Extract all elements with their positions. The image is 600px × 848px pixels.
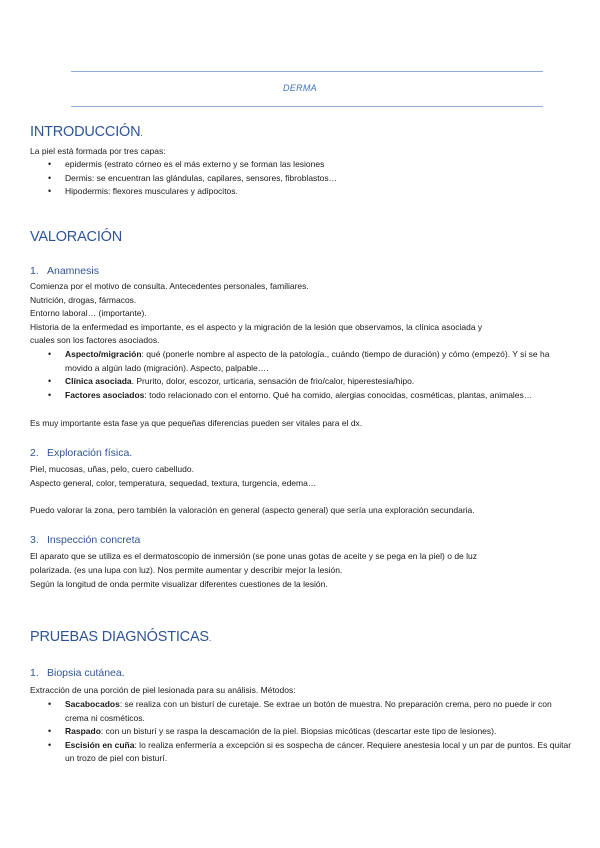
list-item-text: Hipodermis: flexores musculares y adipocitos. (65, 186, 238, 196)
intro-heading-text: INTRODUCCIÓN (30, 124, 141, 140)
bullet-icon: • (48, 699, 52, 709)
biopsia-list (48, 698, 575, 766)
list-item (48, 185, 575, 199)
intro-heading-suffix: . (140, 128, 143, 138)
bullet-icon: • (48, 172, 52, 183)
list-item-term: Clínica asociada (65, 376, 132, 386)
exploracion-note: Puedo valorar la zona, pero también la valoración en general (aspecto general) que sería una exploración secundaria. (30, 505, 475, 515)
header-title: DERMA (282, 83, 317, 93)
inspeccion-heading (30, 534, 140, 546)
bullet-icon: • (48, 159, 52, 169)
list-item-term: Aspecto/migración (65, 349, 142, 359)
anamnesis-number: 1. (30, 265, 39, 277)
list-item-text: : qué (ponerle nombre al aspecto de la patología., cuándo (tiempo de duración) y cómo (empezó). Y si se ha movido a algún lado (migración). Aspecto, palpable…. (65, 349, 550, 373)
biopsia-title: Biopsia cutánea. (47, 667, 125, 679)
bullet-icon: • (48, 186, 52, 196)
inspeccion-title: Inspección concreta (47, 534, 141, 546)
list-item-term: Raspado (65, 726, 101, 736)
anamnesis-line: Comienza por el motivo de consulta. Antecedentes personales, familiares. (30, 281, 309, 291)
pruebas-heading-suffix: . (208, 633, 212, 643)
biopsia-lead: Extracción de una porción de piel lesionada para su análisis. Métodos: (30, 685, 296, 695)
exploracion-heading (30, 447, 132, 459)
list-item-text: . Prurito, dolor, escozor, urticaria, sensación de frio/calor, hiperestesia/hipo. (131, 376, 415, 386)
exploracion-title: Exploración física. (47, 447, 133, 459)
list-item-term: Factores asociados (65, 389, 145, 400)
intro-list (48, 158, 575, 199)
pruebas-heading (30, 629, 211, 645)
list-item-text: epidermis (estrato córneo es el más externo y se forman las lesiones (65, 159, 325, 169)
intro-heading (30, 124, 143, 140)
anamnesis-heading (30, 265, 99, 277)
valoracion-heading: VALORACIÓN (30, 229, 123, 245)
anamnesis-line: Entorno laboral… (importante). (30, 308, 147, 318)
inspeccion-line: El aparato que se utiliza es el dermatoscopio de inmersión (se pone unas gotas de aceite y se pega en la piel) o de luz (30, 551, 477, 561)
anamnesis-line: Nutrición, drogas, fármacos. (30, 295, 137, 305)
header-bottom-rule (71, 106, 543, 107)
list-item (48, 348, 575, 375)
anamnesis-closing: Es muy importante esta fase ya que pequeñas diferencias pueden ser vitales para el dx. (30, 418, 363, 428)
biopsia-number: 1. (30, 667, 39, 679)
bullet-icon: • (48, 726, 52, 736)
list-item-text: Dermis: se encuentran las glándulas, capilares, sensores, fibroblastos… (65, 172, 338, 183)
list-item-text: : todo relacionado con el entorno. Qué ha comido, alergias conocidas, cosméticas, plantas, animales… (144, 389, 533, 400)
list-item (48, 725, 575, 739)
exploracion-line: Piel, mucosas, uñas, pelo, cuero cabelludo. (30, 464, 194, 474)
list-item (48, 172, 575, 186)
bullet-icon: • (48, 739, 52, 750)
exploracion-line: Aspecto general, color, temperatura, sequedad, textura, turgencia, edema… (30, 478, 317, 488)
list-item (48, 375, 575, 389)
list-item (48, 739, 575, 766)
list-item (48, 698, 575, 725)
intro-lead: La piel está formada por tres capas: (30, 146, 166, 156)
anamnesis-line: cuales son los factores asociados. (30, 335, 160, 345)
anamnesis-list (48, 348, 575, 402)
exploracion-number: 2. (30, 447, 39, 459)
inspeccion-number: 3. (30, 534, 39, 546)
bullet-icon: • (48, 389, 52, 400)
list-item (48, 158, 575, 172)
list-item (48, 389, 575, 403)
bullet-icon: • (48, 376, 52, 386)
anamnesis-title: Anamnesis (47, 265, 99, 277)
inspeccion-line: Según la longitud de onda permite visualizar diferentes cuestiones de la lesión. (30, 579, 328, 589)
biopsia-heading (30, 667, 125, 679)
inspeccion-line: polarizada. (es una lupa con luz). Nos permite aumentar y describir mejor la lesión. (30, 565, 343, 575)
pruebas-heading-text: PRUEBAS DIAGNÓSTICAS (30, 629, 209, 645)
list-item-term: Sacabocados (65, 699, 120, 709)
header-top-rule (71, 71, 543, 72)
list-item-text: : con un bisturí y se raspa la descamación de la piel. Biopsias micóticas (descartar este tipo de lesiones). (100, 726, 497, 736)
anamnesis-line: Historia de la enfermedad es importante, es el aspecto y la migración de la lesión que observamos, la clínica asociada y (30, 322, 483, 332)
bullet-icon: • (48, 349, 52, 359)
list-item-text: : lo realiza enfermería a excepción si es sospecha de cáncer. Requiere anestesia local y un par de puntos. Es quitar un trozo de piel con bisturí. (65, 739, 572, 763)
list-item-term: Escisión en cuña (65, 739, 135, 750)
list-item-text: : se realiza con un bisturí de curetaje. Se extrae un botón de muestra. No preparación crema, pero no puede ir con crema ni cosméticos. (65, 699, 552, 723)
